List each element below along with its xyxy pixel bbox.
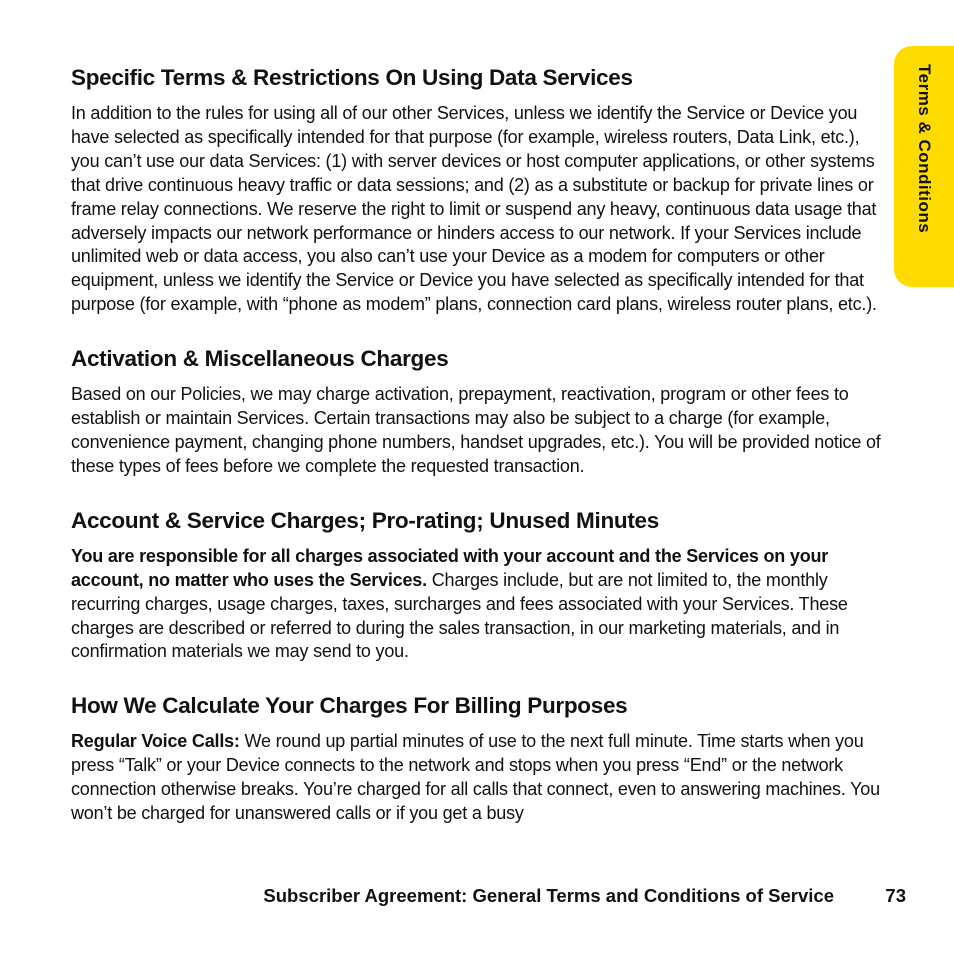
section-heading: Specific Terms & Restrictions On Using Data Services	[71, 65, 633, 90]
section-body	[71, 545, 883, 665]
section-activation-charges	[71, 343, 883, 479]
section-account-charges	[71, 505, 883, 665]
section-body-text: We round up partial minutes of use to the next full minute. Time starts when you press “Talk” or your Device connects to the network and stops when you press “End” or the network connection otherwise breaks. You’re charged for all calls that connect, even to answering machines. You won’t be charged for unanswered calls or if you get a busy	[71, 731, 880, 824]
section-body	[71, 383, 883, 479]
footer-title: Subscriber Agreement: General Terms and Conditions of Service	[263, 885, 834, 906]
section-body-bold: You are responsible for all charges associated with your account and the Services on your account, no matter who uses the Services.	[71, 545, 829, 590]
section-tab-label: Terms & Conditions	[915, 64, 934, 234]
page-content	[71, 62, 883, 852]
section-tab	[894, 46, 954, 287]
section-body-text: In addition to the rules for using all of our other Services, unless we identify the Service or Device you have selected as specifically intended for that purpose (for example, wireless routers, Data Link, etc.), you can’t use our data Services: (1) with server devices or host computer applications, or other systems that drive continuous heavy traffic or data sessions; and (2) as a substitute or backup for private lines or frame relay connections. We reserve the right to limit or suspend any heavy, continuous data usage that adversely impacts our network performance or hinders access to our network. If your Services include unlimited web or data access, you also can’t use your Device as a modem for computers or other equipment, unless we identify the Service or Device you have selected as specifically intended for that purpose (for example, with “phone as modem” plans, connection card plans, wireless router plans, etc.).	[71, 103, 877, 315]
section-heading: Activation & Miscellaneous Charges	[71, 346, 449, 372]
section-data-services	[71, 62, 883, 317]
section-heading: How We Calculate Your Charges For Billing Purposes	[71, 693, 628, 719]
section-body	[71, 102, 883, 317]
section-heading: Account & Service Charges; Pro-rating; Unused Minutes	[71, 507, 659, 533]
page-number: 73	[885, 885, 906, 906]
page-footer	[0, 885, 954, 911]
section-body-bold: Regular Voice Calls:	[71, 731, 240, 752]
section-body-text: Based on our Policies, we may charge activation, prepayment, reactivation, program or other fees to establish or maintain Services. Certain transactions may also be subject to a charge (for example, convenience payment, changing phone numbers, handset upgrades, etc.). You will be provided notice of these types of fees before we complete the requested transaction.	[71, 384, 881, 476]
section-body	[71, 730, 883, 826]
section-billing-calculation	[71, 690, 883, 826]
section-body-text: Charges include, but are not limited to, the monthly recurring charges, usage charges, taxes, surcharges and fees associated with your Services. These charges are described or referred to during the sales transaction, in our marketing materials, and in confirmation materials we may send to you.	[71, 569, 848, 662]
